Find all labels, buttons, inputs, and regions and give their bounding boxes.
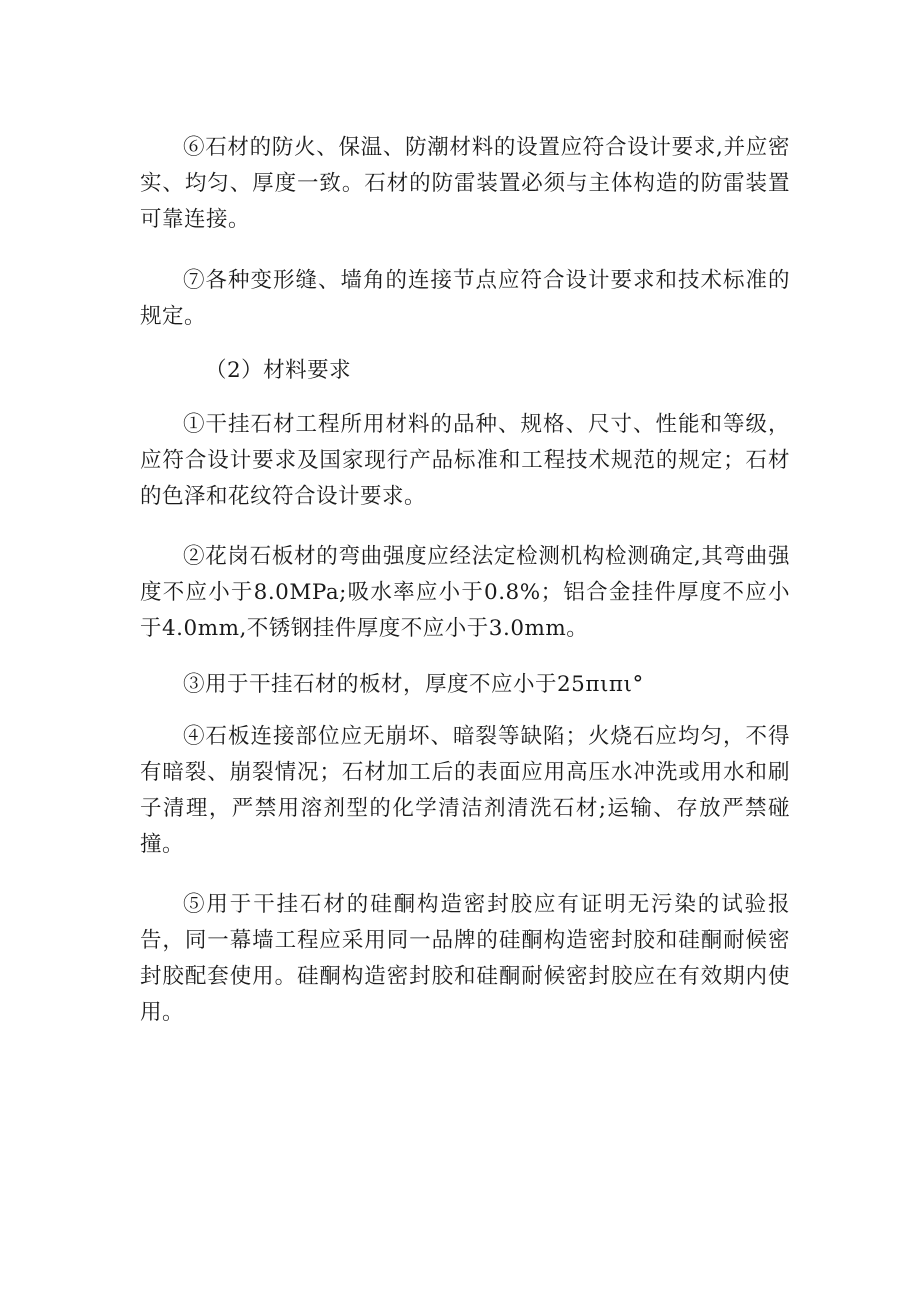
paragraph-item-6: ⑥石材的防火、保温、防潮材料的设置应符合设计要求,并应密实、均匀、厚度一致。石材的防雷装置必须与主体构造的防雷装置可靠连接。 — [140, 135, 790, 232]
paragraph-item-5: ⑤用于干挂石材的硅酮构造密封胶应有证明无污染的试验报告，同一幕墙工程应采用同一品牌的硅酮构造密封胶和硅酮耐候密封胶配套使用。硅酮构造密封胶和硅酮耐候密封胶应在有效期内使用。 — [140, 892, 790, 1025]
paragraph-item-7: ⑦各种变形缝、墙角的连接节点应符合设计要求和技术标准的规定。 — [140, 268, 790, 329]
section-heading: （2）材料要求 — [205, 358, 352, 383]
paragraph-item-4: ④石板连接部位应无崩坏、暗裂等缺陷；火烧石应均匀，不得有暗裂、崩裂情况；石材加工后的表面应用高压水冲洗或用水和刷子清理，严禁用溶剂型的化学清洁剂清洗石材;运输、存放严禁碰撞。 — [140, 724, 790, 857]
paragraph-item-1: ①干挂石材工程所用材料的品种、规格、尺寸、性能和等级，应符合设计要求及国家现行产品标准和工程技术规范的规定；石材的色泽和花纹符合设计要求。 — [140, 412, 790, 509]
paragraph-item-2: ②花岗石板材的弯曲强度应经法定检测机构检测确定,其弯曲强度不应小于8.0MPa;吸水率应小于0.8%；铝合金挂件厚度不应小于4.0mm,不锈钢挂件厚度不应小于3.0mm。 — [140, 544, 790, 641]
paragraph-item-3: ③用于干挂石材的板材，厚度不应小于25πιπι° — [183, 672, 644, 697]
